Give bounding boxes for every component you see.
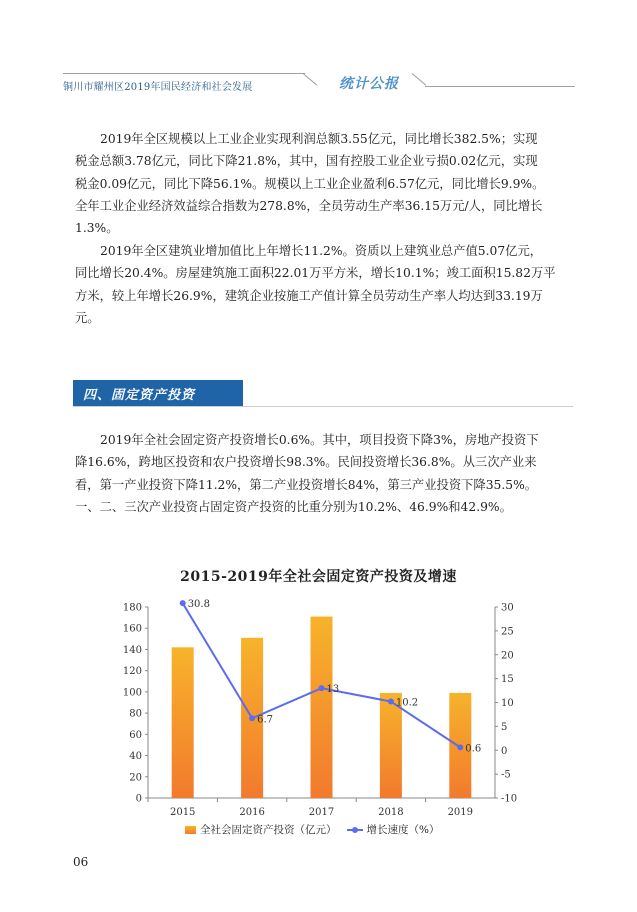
x-tick-label: 2019 xyxy=(447,807,474,815)
growth-point xyxy=(388,699,394,705)
paragraph-industry-profit xyxy=(75,128,575,239)
left-tick-label: 0 xyxy=(135,793,142,805)
right-tick-label: 25 xyxy=(501,626,514,638)
legend-line-label: 增长速度（%） xyxy=(366,824,440,836)
x-tick-label: 2017 xyxy=(308,807,335,815)
left-tick-label: 160 xyxy=(122,623,142,635)
left-tick-label: 100 xyxy=(122,687,142,699)
growth-point xyxy=(180,600,186,606)
right-tick-label: 30 xyxy=(501,602,514,614)
chart-legend xyxy=(185,822,439,837)
growth-point xyxy=(457,744,463,750)
legend-bar-label: 全社会固定资产投资（亿元） xyxy=(200,824,337,836)
header-rule-right xyxy=(425,86,575,87)
left-tick-label: 180 xyxy=(122,602,142,614)
paragraph-fixed-investment xyxy=(75,429,575,518)
text-line: 税金总额3.78亿元，同比下降21.8%，其中，国有控股工业企业亏损0.02亿元，实现 xyxy=(75,154,538,169)
growth-data-label: 30.8 xyxy=(187,599,210,611)
growth-point xyxy=(249,715,255,721)
text-line: 2019年全区规模以上工业企业实现利润总额3.55亿元，同比增长382.5%；实现 xyxy=(100,132,538,146)
growth-data-label: 6.7 xyxy=(257,714,274,726)
header-subtitle: 铜川市耀州区2019年国民经济和社会发展 xyxy=(63,82,253,93)
left-tick-label: 20 xyxy=(129,772,142,784)
text-line: 1.3%。 xyxy=(75,221,119,236)
text-line: 元。 xyxy=(75,310,100,325)
header-rule-slash-2 xyxy=(412,73,426,85)
section-header-rule xyxy=(73,406,573,407)
page-number: 06 xyxy=(73,855,89,869)
legend-bar-swatch xyxy=(185,826,196,834)
growth-point xyxy=(319,685,325,691)
right-tick-label: 20 xyxy=(501,650,514,662)
right-tick-label: -10 xyxy=(501,793,518,805)
right-tick-label: 5 xyxy=(501,721,508,733)
left-tick-label: 80 xyxy=(129,708,142,720)
right-tick-label: 10 xyxy=(501,698,514,709)
legend-line-swatch xyxy=(347,829,363,831)
left-tick-label: 40 xyxy=(129,751,142,763)
bar xyxy=(172,647,194,798)
x-tick-label: 2018 xyxy=(378,807,404,815)
x-tick-label: 2015 xyxy=(169,807,196,815)
right-tick-label: 0 xyxy=(501,745,508,757)
text-line: 税金0.09亿元，同比下降56.1%。规模以上工业企业盈利6.57亿元，同比增长9.9%。 xyxy=(75,176,545,191)
growth-data-label: 10.2 xyxy=(395,697,419,709)
bar xyxy=(311,617,333,798)
text-line: 一、二、三次产业投资占固定资产投资的比重分别为10.2%、46.9%和42.9%。 xyxy=(75,499,512,514)
header-badge: 统计公报 xyxy=(339,76,399,92)
section-title: 四、固定资产投资 xyxy=(83,388,196,403)
header-rule-slash xyxy=(303,73,317,85)
left-tick-label: 60 xyxy=(129,729,142,741)
right-tick-label: -5 xyxy=(501,769,511,781)
header-rule-left xyxy=(63,73,305,74)
chart-title: 2015-2019年全社会固定资产投资及增速 xyxy=(180,569,457,585)
right-tick-label: 15 xyxy=(501,674,514,686)
text-line: 方米，较上年增长26.9%，建筑企业按施工产值计算全员劳动生产率人均达到33.19万 xyxy=(75,288,543,303)
text-line: 降16.6%，跨地区投资和农户投资增长98.3%。民间投资增长36.8%。从三次产业来 xyxy=(75,455,537,470)
left-tick-label: 120 xyxy=(122,666,142,678)
text-line: 2019年全社会固定资产投资增长0.6%。其中，项目投资下降3%，房地产投资下 xyxy=(100,433,539,447)
bar xyxy=(380,693,402,798)
text-line: 同比增长20.4%。房屋建筑施工面积22.01万平方米，增长10.1%；竣工面积15.82万平 xyxy=(75,266,556,281)
paragraph-construction xyxy=(75,240,575,329)
x-tick-label: 2016 xyxy=(239,807,265,815)
growth-data-label: 0.6 xyxy=(465,743,482,755)
left-tick-label: 140 xyxy=(122,644,142,656)
text-line: 全年工业企业经济效益综合指数为278.8%，全员劳动生产率36.15万元/人，同比增长 xyxy=(75,198,543,213)
investment-chart xyxy=(110,595,530,815)
text-line: 2019年全区建筑业增加值比上年增长11.2%。资质以上建筑业总产值5.07亿元， xyxy=(100,244,543,258)
growth-data-label: 13 xyxy=(326,684,340,696)
text-line: 看，第一产业投资下降11.2%，第二产业投资增长84%，第三产业投资下降35.5%。 xyxy=(75,477,538,492)
